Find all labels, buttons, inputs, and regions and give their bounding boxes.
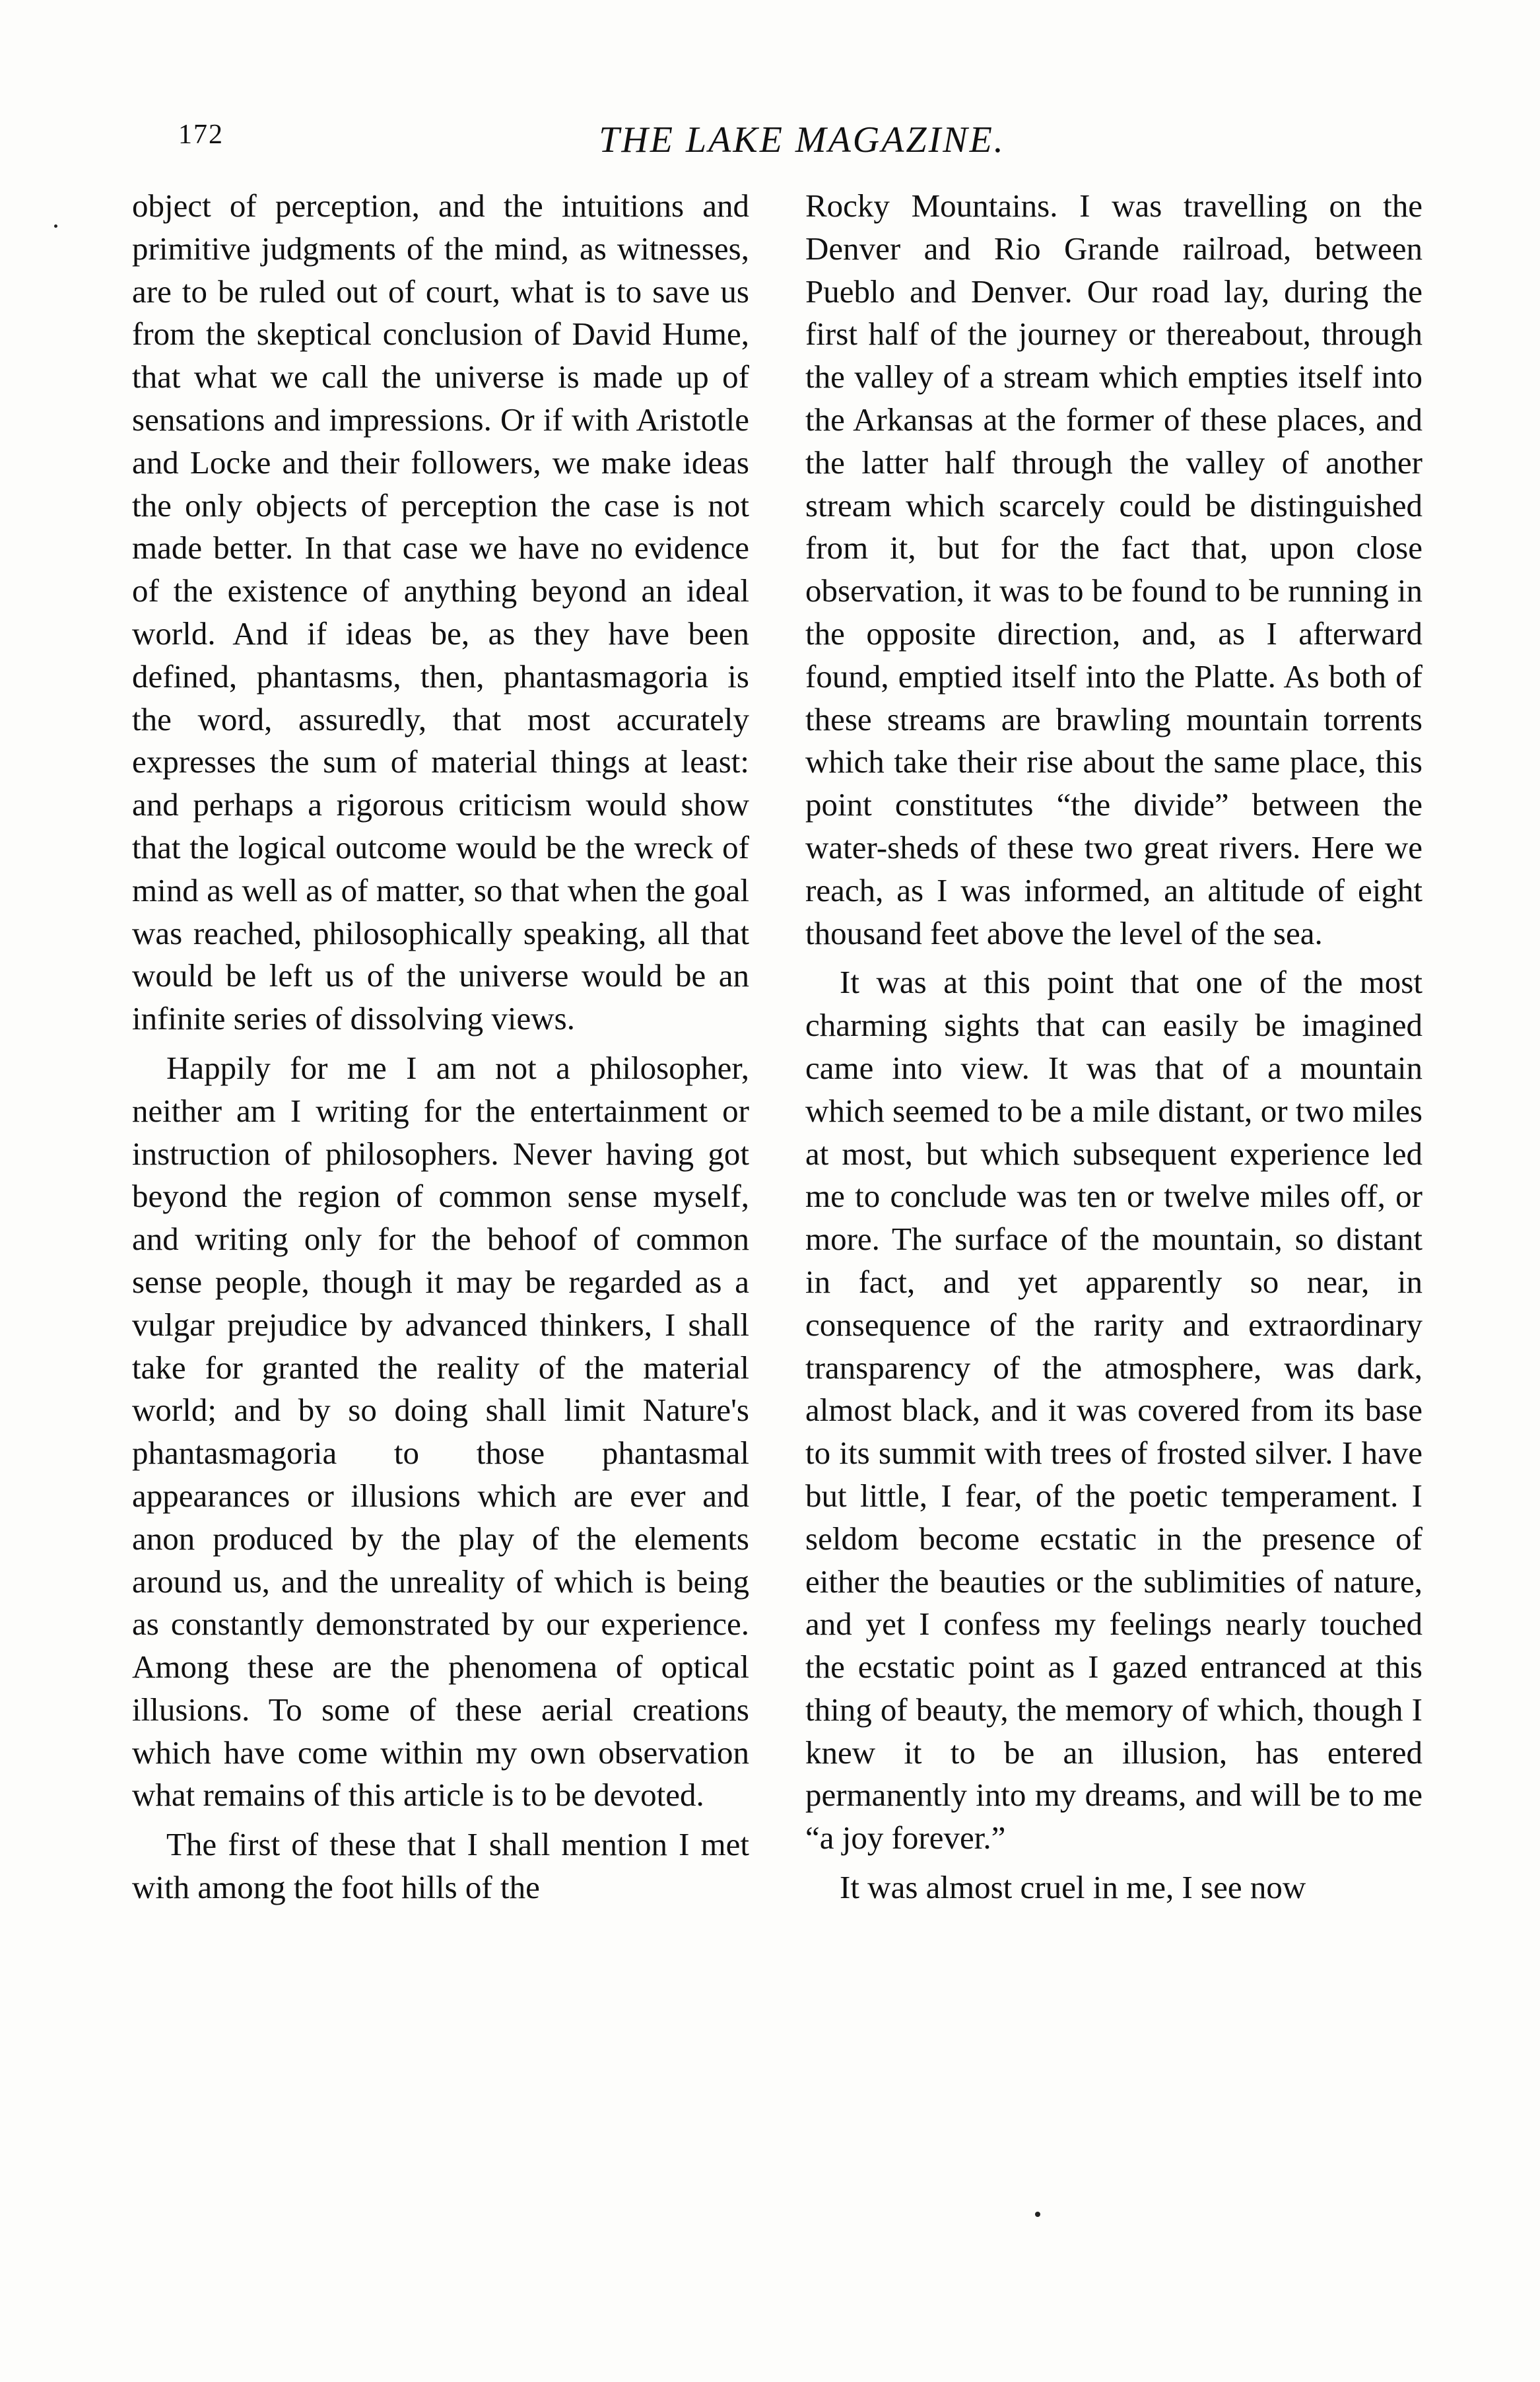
paragraph: It was almost cruel in me, I see now [840,1869,1306,1906]
paragraph: object of perception, and the intuitions and primitive judgments of the mind, as witnesses, are to be ruled out of court, what is to save us from the skeptical conclusion of David Hume, that what we call the universe is made up of sensations and impressions. Or if with Aristotle and Locke and their followers, we make ideas the only objects of perception the case is not made better. In that case we have no evidence of the existence of anything beyond an ideal world. And if ideas be, as they have been defined, phantasms, then, phantasmagoria is the word, assuredly, that most accurately expresses the sum of material things at least: and perhaps a rigorous criticism would show that the logical outcome would be the wreck of mind as well as of matter, so that when the goal was reached, philosophically speaking, all that would be left us of the universe would be an infinite series of dissolving views. [132,187,749,1037]
print-speck [54,224,57,228]
page-header [158,119,1446,172]
left-column [132,185,749,1916]
paragraph: Rocky Mountains. I was travelling on the Denver and Rio Grande railroad, between Pueblo and Denver. Our road lay, during the first half of the journey or thereabout, through the valley of a stream which empties itself into the Arkansas at the former of these places, and the latter half through the valley of another stream which scarcely could be distinguished from it, but for the fact that, upon close observation, it was to be found to be running in the opposite direction, and, as I afterward found, emptied itself into the Platte. As both of these streams are brawling mountain torrents which take their rise about the same place, this point constitutes “the divide” between the water-sheds of these two great rivers. Here we reach, as I was informed, an altitude of eight thousand feet above the level of the sea. [805,187,1423,951]
print-speck [1035,2212,1040,2217]
paragraph: The first of these that I shall mention I met with among the foot hills of the [132,1826,749,1906]
right-column [805,185,1423,1916]
page-number: 172 [178,119,224,150]
running-title: THE LAKE MAGAZINE. [599,119,1005,160]
paragraph: It was at this point that one of the most charming sights that can easily be imagined came into view. It was that of a mountain which seemed to be a mile distant, or two miles at most, but which subsequent experience led me to conclude was ten or twelve miles off, or more. The surface of the mountain, so distant in fact, and yet apparently so near, in consequence of the rarity and extraordinary transparency of the atmosphere, was dark, almost black, and it was covered from its base to its summit with trees of frosted silver. I have but little, I fear, of the poetic temperament. I seldom become ecstatic in the presence of either the beauties or the sublimities of nature, and yet I confess my feelings nearly touched the ecstatic point as I gazed entranced at this thing of beauty, the memory of which, though I knew it to be an illusion, has entered permanently into my dreams, and will be to me “a joy forever.” [805,964,1423,1856]
paragraph: Happily for me I am not a philosopher, neither am I writing for the entertainment or instruction of philosophers. Never having got beyond the region of common sense myself, and writing only for the behoof of common sense people, though it may be regarded as a vulgar prejudice by advanced thinkers, I shall take for granted the reality of the material world; and by so doing shall limit Nature's phantasmagoria to those phantasmal appearances or illusions which are ever and anon produced by the play of the elements around us, and the unreality of which is being as constantly demonstrated by our experience. Among these are the phenomena of optical illusions. To some of these aerial creations which have come within my own observation what remains of this article is to be devoted. [132,1049,749,1814]
